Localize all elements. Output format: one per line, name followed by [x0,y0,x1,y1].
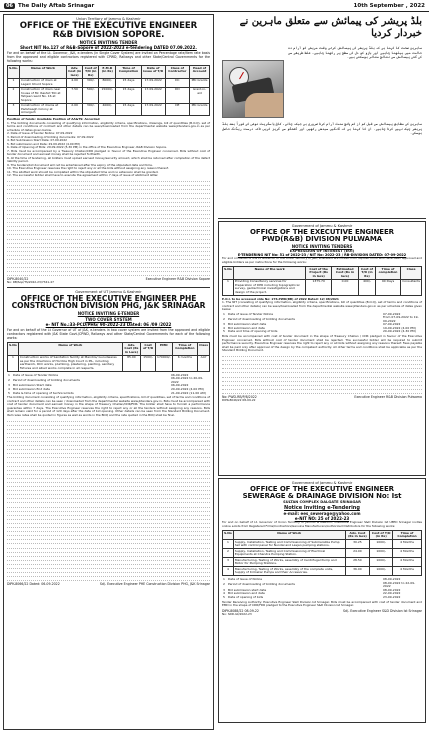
schedule-date: 20-09-2022 (4.30 PM) [383,329,416,334]
schedule-num: 3 [223,322,225,327]
table-row [223,279,422,295]
cell-td: 1000/- [370,567,393,576]
phe-tender-section [7,290,210,586]
intro-text: For and on behalf of Lt. Governor of Union Territory of Jammu & Kashmir, Executive Engineer S&D Division Ist UEED Srinagar invites online e-bids from Registered Firms/Contractors/Genuine Manufacturers/Authorized Distributors for the following works: [222,520,422,528]
schedule-table [7,374,210,396]
letter-number: No: PWD-RB/P/8/2022 [222,394,257,399]
schedule-date: 23-09-2022 [383,594,401,599]
notice-heading: NOTICE INVITING TENDER [79,40,138,46]
table-header-row [223,267,422,280]
col-header: Adv. Cost (in lacs) [68,65,82,77]
schedule-label: Date of Issue of Tender Notice [13,372,59,377]
cell-td: 1000/- [370,549,393,558]
intro-text: For and on behalf of the Lt. Governor, J&K, e-tenders (in Single Cover System) are invited on Percentage rate/Item rate basis from the approved and eligible contractors registered with CPWD, Railways and other State/Central Governments for the following works: [7,51,210,64]
schedule-label: Bid submission end date [228,325,265,330]
cell-emd: 170000/- [156,355,173,371]
condition-item: 12. The successful bidder shall have to execute the agreement within 7 days of issue of allotment letter. [7,173,159,178]
cell-sno: 1 [223,279,234,295]
signature-row [7,582,210,586]
table-row [8,103,210,116]
condition-item: 3. Period of downloading of bidding documents: 07.09.2022 [7,134,94,139]
schedule-label: Period of downloading of bidding documents [228,582,295,587]
col-header: S.No. [8,66,20,79]
cell-sno: 1 [8,355,19,371]
schedule-label: Date of opening of bids [228,594,264,599]
schedule-label: Date of Issue of Notice [228,577,263,581]
cell-date: 17.09.2022 [141,87,165,103]
table-row [223,567,422,576]
ad-ref-number: DIPK-8046/22 08-09-22 [222,397,256,402]
cell-class: DC [165,78,189,87]
table-header-row [8,66,210,79]
cell-class: Consultants [401,279,422,295]
cell-sno: 1 [8,78,20,87]
cell-cost: 85.00 [122,355,141,371]
col-header: EMD [156,343,173,356]
ad-subtitle: R&B DIVISION SOPORE. [52,29,165,40]
schedule-num: 5 [223,594,225,599]
schedule-num: 3 [223,587,225,592]
letter-number: No: SDD-Ist/2022-23 [222,611,252,616]
schedule-label: Bid submission End date [13,386,50,391]
schedule-date: 07-09-2022 [383,311,401,316]
cell-td: 300/- [83,103,99,116]
condition-item: 9. The tenders/bid document will not be entertained after the expiry of the stipulated date and time. [7,162,153,167]
schedule-date: 20-09-2022 (4.00 PM) [171,386,204,391]
ad-subtitle: SEWERAGE & DRAINAGE DIVISION No: Ist [242,492,402,500]
urdu-body-bottom: ماہرین کے مطابق پیمائش سے قبل کم از کم پانچ منٹ آرام کرنا ضروری ہے جبکہ چائے، کافی یا سگریٹ نوشی کے فوراً بعد بلڈ پریشر چیک نہیں کرنا چاہیے۔ ان کا کہنا ہے کہ ٹانگیں سیدھی رکھیں اور گفتگو سے گریز کریں تاکہ درست ریڈنگ حاصل ہوسکے۔ [222,122,422,136]
ad-title: OFFICE OF THE EXECUTIVE ENGINEER [19,21,198,31]
cell-td: 1000/- [370,540,393,549]
fine-print: Tender Receiving Authority: Executive Engineer S&D Division Ist Srinagar. Bids must be accompanied with cost of tender document and EMD in the shape of CDR/FDR pledged to the Executive Engineer S&D Division Ist Srinagar. [222,599,422,608]
fine-print-lines [7,179,210,277]
letter-number: No: RB/Sop/TS/2022-23/7341-47 [7,280,54,285]
col-header: S.No [223,267,234,280]
cell-cost: 24.00 [345,549,370,558]
conditions-list [7,122,210,178]
cell-sno: 4 [223,567,234,576]
schedule-num: 5 [223,329,225,334]
schedule-date: 08-09-2022 to 22-09-2022 [383,580,416,589]
cell-sno: 3 [223,558,234,567]
schedule-num: 2 [223,582,225,587]
schedule-date: 06-09-2022 to 20-09-2022 [171,376,204,384]
col-header: Cost of the Project (Rs in lacs) [306,267,331,280]
schedule-label: Date and time of opening of bids [228,329,278,334]
schedule-label: Bid submission start date [228,322,267,327]
notice-heading: Notice Inviting e-Tendering [284,505,360,511]
cell-td: 1000/- [370,558,393,567]
cell-date: 17.09.2022 [141,78,165,87]
cell-work: Construction of drain near house of Mr. Rashid Toti at Tehjeen ward No. 16 at Sopore [20,87,67,103]
cell-cost: 28.50 [345,558,370,567]
left-tender-column [3,14,214,730]
table-row [8,87,210,103]
cell-td: 400/- [359,279,376,295]
intro-text: For and on behalf of the Lt Governor of the Union Territory of J&K, e-tenders are invited from reputed firms who have been approved and eligible bidders as per instructions for the following works: [222,256,422,264]
office-email: e-mail: ees_sewerage@yahoo.com [283,511,361,516]
cell-time: 15 days [116,78,141,87]
schedule-num: 5 [8,390,10,395]
signatory: Executive Engineer R&B Division Pulwama [354,394,422,399]
col-header: S.No [8,343,19,356]
col-header: Date of issue of T/D [141,66,165,79]
gov-line: Union Territory of Jammu & Kashmir [76,17,141,21]
col-header: Class [198,343,210,356]
cell-time: 4 Months [393,540,422,549]
condition-item: 2. Date of Issue of tender Notice: 07.09.2022 [7,131,73,136]
col-header: Name of Work [233,531,345,540]
col-header: Time of Completion [172,343,198,356]
fine-print-lines [7,418,210,581]
col-header: Time of Completion [393,531,422,540]
table-row [223,540,422,549]
conditions-text: The bidding document consisting of qualifying information, eligibility criteria, specifications, bill of quantities, set of terms and conditions of contract and other details can be seen / downloaded from the departmental website www.jktenders.gov.in. Bids must be accompanied with cost of tender document and earnest money in the shape of Treasury Challan/CDR/FDR. The bidder shall have to furnish a performance guarantee within 7 days. The Executive Engineer reserves the right to reject any or all the tenders without assigning any reasons. Bids shall remain valid for a period of 120 days after the date of bid opening. Other details can be seen from the Standard Bidding Document. Item wise rates shall be quoted in figures as well as words in the BOQ and the rate quoted in the BOQ shall be final. [7,395,210,417]
arm-shape [245,93,283,117]
schedule-label: Period of downloading of bidding documents [228,316,295,321]
notice-subheading: TWO COVER SYSTEM [85,317,132,323]
cell-head: PRI Grants [190,78,210,87]
col-header: Head of Account [190,66,210,79]
paper-name: The Daily Aftab Srinagar [17,2,95,9]
schedule-num: 1 [223,311,225,316]
col-header: Time of Completion [116,66,141,79]
schedule-date: 21-09-2022 (11.00 AM) [171,390,206,395]
col-header: Name of the work [233,267,306,280]
schedule-num: 4 [223,325,225,330]
cell-date: 17.09.2022 [141,103,165,116]
cell-emd: 4000/- [99,103,116,116]
table-row [8,78,210,87]
schedule-num: 4 [8,386,10,391]
cell-time: 4 Months [393,558,422,567]
cell-class: AAY [198,355,210,371]
condition-item: 1. The NIT (consisting of qualifying information, eligibility criteria, specifications, bill of quantities (B.O.Q), set of terms and conditions of contract and other details) can be seen/downloaded from the departmental website www.jktenders.gov.in as per schedule of dates given below. [222,300,422,311]
schedule-table [222,313,422,335]
condition-item: 11. The allotted work should be completed within the stipulated time and no extension shall be granted. [7,169,159,174]
pwd-pulwama-tender [218,221,426,476]
cell-sno: 2 [8,87,20,103]
schedule-label: Period of downloading of bidding documents [13,377,80,382]
cell-work: Supply, Installation, Testing and Commissioning of Electrical Equipments at Chandra Pumping Station. [233,549,345,558]
schedule-label: Date of issue of Tender Notice [228,311,274,316]
cell-work: Manufacturing, Testing of Works, assembly of the complete units, Supply of Kirloskar Pumps and their Accessories. [233,567,345,576]
cell-cost: 2.00 [67,103,83,116]
urdu-headline: بلڈ پریشر کی پیمائش سے متعلق ماہرین نے خبردار کردیا [239,16,422,39]
ad-ref-number: DIPK-8066/22 Dated: 06-09-2022 [7,582,60,587]
section-divider [7,287,210,288]
cell-td: 300/- [83,78,99,87]
cell-sno: 2 [223,549,234,558]
cell-emd: 15000/- [99,87,116,103]
gov-line: Government of Jammu & Kashmir [291,481,353,485]
ad-title: OFFICE OF THE EXECUTIVE ENGINEER [250,485,394,493]
ad-subtitle: PWD(R&B) DIVISION PULWAMA [261,235,383,243]
cell-class: DE [165,103,189,116]
col-header: Estimated Cost (Rs in lacs) [331,267,358,280]
signatory: Sd/- Executive Engineer PHE Construction Division PHG, J&K Srinagar [99,582,210,587]
cell-work: Construction of drains at Padshaagh Colony at Amargarh [20,103,67,116]
schedule-date: 08-09-2022 [383,587,401,592]
ad-title: OFFICE OF THE EXECUTIVE ENGINEER PHE [20,293,197,303]
table-row [223,549,422,558]
schedule-date: 06-09-2022 [171,372,189,377]
tender-table [222,530,422,576]
ad-ref-number: DIPK-8040/22 [7,277,29,282]
col-header: Cost of T/D [141,343,156,356]
gov-line: Government of UT Jammu & Kashmir [75,289,142,294]
signatory: Executive Engineer R&B Division Sopore [145,277,210,282]
ad-ref-number: DIPK-8088/22 08-09-22 [222,608,259,613]
schedule-label: Bid submission Start date [13,383,52,388]
schedule-date: From 07-09-2022 to 19-09-2022 [383,315,419,323]
tender-table [7,342,210,372]
col-header: Cost of T/D (in Rs) [359,267,376,280]
urdu-news-story [218,14,426,219]
schedule-date: 22-09-2022 [383,591,401,596]
cell-emd: 8000/- [99,78,116,87]
col-header: E.M.D (in Rs) [99,66,116,79]
eoi-note: E.O.I. to be accessed vide No: 276-PWD(RB) of 2022 Dated: 12/ 08/2021 [222,296,339,301]
cell-sno: 3 [8,103,20,116]
cell-time: 90 Days [375,279,400,295]
col-header: Name of Work [18,343,122,356]
table-row [8,355,210,371]
issue-date: 10th September , 2022 [353,2,425,9]
nit-reference: Short NIT No.127 of R&B-Sopore of 2022-2023 e-tendering DATED 07.09.2022. [20,45,197,51]
cell-cost: 30.25 [345,540,370,549]
cell-cost: 4.00 [67,78,83,87]
right-column [218,14,426,730]
cell-time: 6 months [172,355,198,371]
col-header: Cost of T/D (in Rs) [83,66,99,79]
urdu-body-top: ماہرین صحت کا کہنا ہے کہ بلڈ پریشر کی پیمائش کرتے وقت مریض کو آرام دہ حالت میں بیٹھنا چاہیے اور بازو کو دل کی سطح پر رکھنا چاہیے، غلط طریقے سے کی گئی پیمائش سے نتائج متاثر ہوسکتے ہیں۔ [288,46,422,60]
cell-cost: 7.50 [67,87,83,103]
cell-time: 15 days [116,103,141,116]
cell-cost: 1375.70 [306,279,331,295]
cell-work: Construction works of Sanitation facility at Mandirs/ Gurudwaras as per the directions of Hon'ble High Court in PIL, including earthwork, RCC works, plumbing, plastering, painting, sanitary fixtures and allied works complete in all respects. [18,355,122,371]
table-row [223,558,422,567]
cell-head: PRI Grants [190,103,210,116]
schedule-num: 1 [223,577,225,581]
schedule-num: 4 [223,591,225,596]
schedule-date: 19-09-2022 (4.00 PM) [383,325,416,330]
condition-item: 4. Bid Submission Start Date: 07.09.2022 [7,138,68,143]
cell-head: Grant-in-aid [190,87,210,103]
col-header: Class [401,267,422,280]
funds-position: Position of funds: Available Position of AA&TS: Accorded [7,117,100,122]
col-header: S.No [223,531,234,540]
cell-td: 500/- [83,87,99,103]
col-header: Adv. Cost (Rs in lacs) [345,531,370,540]
tender-table [222,266,422,296]
cell-time: 4 Months [393,549,422,558]
signatory: Sd/- Executive Engineer S&D Division Ist Srinagar [343,608,422,613]
sewerage-drainage-tender [218,478,426,723]
nit-reference: e-NIT NO: 25 of 2022-23 [294,516,350,521]
office-address: SULTAN COMPLEX DALGATE SRINAGAR [283,500,361,504]
schedule-table [222,578,422,600]
cell-work: Construction of drain at Lagam Khurd Sopore [20,78,67,87]
cell-class: DD [165,87,189,103]
schedule-date: 08-09-2022 [383,577,401,581]
schedule-num: 2 [8,377,10,382]
cell-cost: 36.00 [345,567,370,576]
schedule-label: Bid submission end date [228,591,265,596]
cell-time: 15 days [116,87,141,103]
condition-item: 10. The Executive Engineer reserves the right to reject any or all the bids without assigning any reason thereof. [7,166,169,171]
page-masthead [0,0,429,12]
tender-table [7,65,210,116]
ad-title: OFFICE OF THE EXECUTIVE ENGINEER [250,228,394,236]
eoi-line: EXPRESSION OF INTEREST (EOI) [289,249,355,253]
schedule-label: Date & time of opening of technical bids [13,390,74,395]
col-header: Class of Contractor [165,66,189,79]
schedule-date: 06-09-2022 [171,383,189,388]
notice-heading: NOTICE INVITING TENDERS [291,244,353,249]
cell-work: Providing Consultancy services for Preparation of DPR including topographical survey, geotechnical investigations and design of the project. [233,279,306,295]
fine-print-lines [222,354,422,394]
notice-heading: NOTICE INVITING E-TENDER [77,311,140,317]
table-header-row [223,531,422,540]
col-header: Time of completion [375,267,400,280]
condition-item: 8. At the time of tendering, all bidders must upload earnest money/security amount, which shall be returned after completion of the defect liability period. [7,155,210,164]
page-number: 06 [6,2,13,9]
condition-item: 1. The bidding documents consisting of qualifying information, eligibility criteria, specifications, drawings, bill of quantities (B.O.Q), set of terms and conditions of contract and other details can be seen/downloaded from the departmental website www.jktenders.gov.in as per schedule of dates given below. [7,120,210,132]
cell-sno: 1 [223,540,234,549]
nit-reference: e- NIT No.:33-PCD/PHG/ 90-2022-23 Dated: 06 /09 /2022 [45,322,172,328]
blood-pressure-photo [222,60,284,118]
schedule-num: 3 [8,383,10,388]
condition-item: 7. Bids must be accompanied by a Treasury Challan/CDR pledged in favour of the Executive Engineer concerned. Bids without cost of tender document and earnest money shall be rejected forthwith. [7,148,210,157]
ad-subtitle: CONSTRUCTION DIVISION PHG, J&K SRINAGAR [11,301,206,311]
cell-work: Supply, Installation, Testing and Commissioning of Submersible Pump Set with control panel for Nundal and Lasjan pumping stations. [233,540,345,549]
cell-time: 4 Months [393,567,422,576]
schedule-num: 2 [223,316,225,321]
table-header-row [8,343,210,356]
condition-item: 5. Bid submission end Date: 29.09.2022 (4.00 PM) [7,141,80,146]
fine-print: Bids must be accompanied with cost of tender document in the shape of Treasury Challan / CDR pledged in favour of the Executive Engineer concerned. Bids without cost of tender document shall be rejected. The successful bidder will be required to submit performance security. Executive Engineer reserves the right to reject any or all bids without assigning any reasons thereof. Fees payable shall be paid only after approval of the design by the competent authority. All other terms and conditions shall be applicable as per the Standard Bidding Document. [222,334,422,353]
schedule-num: 1 [8,372,10,377]
schedule-date: 07-09-2022 [383,322,401,327]
cell-estimate: 0.00 [331,279,358,295]
schedule-label: Bid submission start date [228,587,267,592]
nit-reference: E-TENDERING NIT No: 51 of 2022-23 / NIT No: 2022-23 / RB-DIVISION DATED: 07-09-2022 [237,253,407,257]
cell-work: Manufacturing, Testing of Works, assembly of Centrifugal Pump and Motor for Pumping Stations. [233,558,345,567]
cell-td: 1500/- [141,355,156,371]
col-header: Name of Work [20,66,67,79]
condition-item: 6. Date of Opening of Bids: 29.09.2022 (5.30 PM) in the office of the Executive Engineer, R&B Division Sopore. [7,145,167,150]
intro-text: For and on behalf of the Lt Governor of UT of J&K, e-tenders in two cover system are invited from the approved and eligible contractors registered with J&K State Govt./CPWD, Railways and other State/Central Governments for each of the following works: [7,328,210,341]
gov-line: Government of Jammu & Kashmir [291,224,353,228]
col-header: Adv. Cost (Rs in Lacs) [122,343,141,356]
col-header: Cost of T/D (in Rs) [370,531,393,540]
